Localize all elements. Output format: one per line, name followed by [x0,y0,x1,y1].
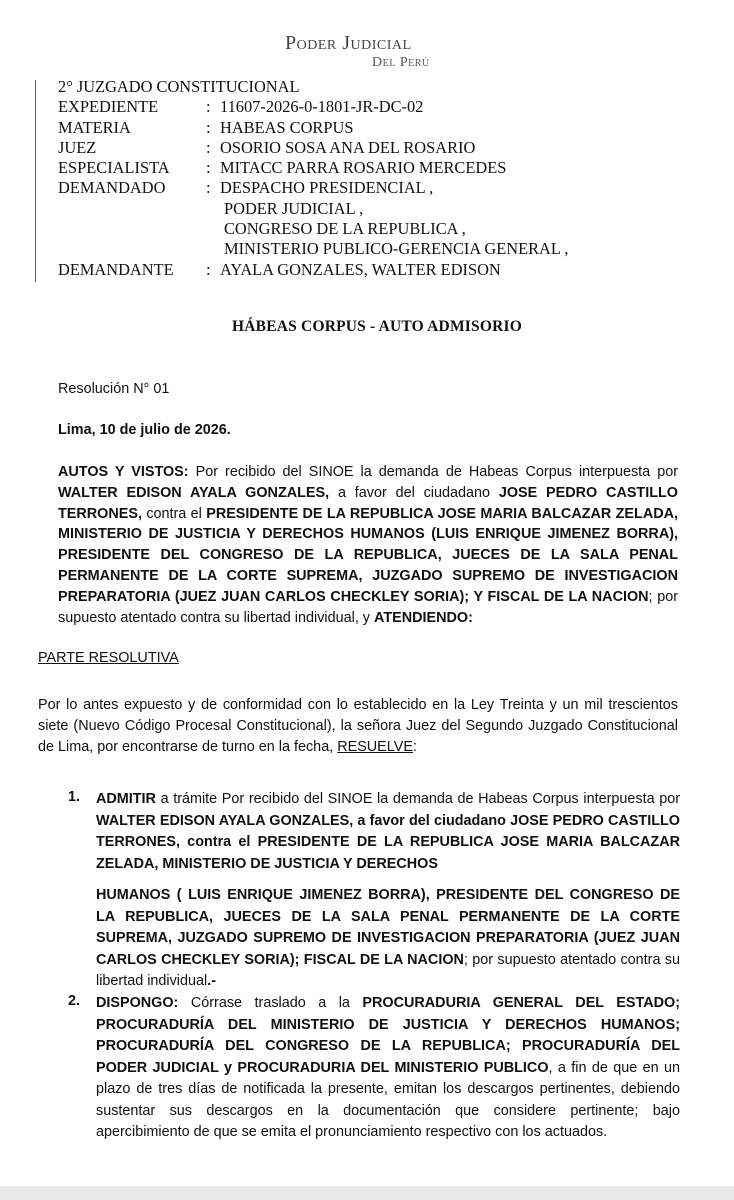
juez-label: JUEZ [58,137,97,157]
admitir-label: ADMITIR [96,791,156,807]
item-text-segment: a trámite Por recibido del SINOE la demanda de Habeas Corpus interpuesta por [155,791,680,807]
letterhead-subtitle: Del Perú [372,55,430,70]
item-text [96,993,680,1144]
demandante-value: AYALA GONZALES, WALTER EDISON [220,259,501,279]
materia-row [58,118,569,138]
case-header [58,77,569,280]
court-name: 2° JUZGADO CONSTITUCIONAL [58,77,300,96]
expediente-row [58,97,569,117]
parties-list: WALTER EDISON AYALA GONZALES, a favor del ciudadano JOSE PEDRO CASTILLO TERRONES, contra el PRESIDENTE DE LA REPUBLICA JOSE MARIA BALCAZAR ZELADA, MINISTERIO DE JUSTICIA Y DERECHOS [96,812,680,872]
autos-text: Por recibido del SINOE la demanda de Habeas Corpus interpuesta por [188,464,678,480]
demandante-row [58,260,569,280]
juez-row [58,138,569,158]
letterhead-title: Poder Judicial [285,32,412,54]
expediente-label: EXPEDIENTE [58,97,159,117]
separator: : [206,259,211,279]
resuelve-label: RESUELVE [337,739,413,755]
autos-text: ; por supuesto atentado contra su libertad individual [58,588,679,626]
separator: : [206,97,211,117]
title-text: HÁBEAS CORPUS - AUTO ADMISORIO [232,318,522,335]
autos-text: contra el [141,505,207,522]
item-end-mark: .- [207,973,216,989]
expediente-value: 11607-2026-0-1801-JR-DC-02 [220,97,424,117]
autos-text: , y [354,609,375,626]
margin-line [35,80,36,282]
place-date: Lima, 10 de julio de 2026. [58,422,231,438]
autos-paragraph [58,462,678,628]
item-text-segment: ; por supuesto atentado contra su libertad individual [96,951,680,989]
parties-list: HUMANOS ( LUIS ENRIQUE JIMENEZ BORRA), PRESIDENTE DEL CONGRESO DE LA REPUBLICA, JUECES DE LA SALA PENAL PERMANENTE DE LA CORTE SUPREMA, JUZGADO SUPREMO DE INVESTIGACION PREPARATORIA (JUEZ JUAN CARLOS CHECKLEY SORIA); FISCAL DE LA NACION [96,887,680,968]
parte-resolutiva-heading: PARTE RESOLUTIVA [38,650,179,666]
demandante-label: DEMANDANTE [58,259,174,279]
page-bottom-band [0,1186,734,1200]
demandado-value: MINISTERIO PUBLICO-GERENCIA GENERAL , [224,239,569,259]
autos-heading: AUTOS Y VISTOS: [58,464,189,480]
juez-value: OSORIO SOSA ANA DEL ROSARIO [220,137,476,157]
resolution-number: Resolución N° 01 [58,381,170,397]
beneficiary-name: JOSE PEDRO CASTILLO TERRONES, [58,484,678,522]
separator: : [206,178,211,198]
item-number: 1. [68,789,81,805]
defendants-list: PRESIDENTE DE LA REPUBLICA JOSE MARIA BALCAZAR ZELADA, MINISTERIO DE JUSTICIA Y DERECHOS HUMANOS (LUIS ENRIQUE JIMENEZ BORRA), PRESIDENTE DEL CONGRESO DE LA REPUBLICA, JUECES DE LA SALA PENAL PERMANENTE DE LA CORTE SUPREMA, JUZGADO SUPREMO DE INVESTIGACION PREPARATORIA (JUEZ JUAN CARLOS CHECKLEY SORIA); Y FISCAL DE LA NACION [58,505,678,605]
intro-text: : [412,739,417,755]
separator: : [206,117,211,137]
separator: : [206,158,211,178]
procuradurias-list: PROCURADURIA GENERAL DEL ESTADO; PROCURADURÍA DEL MINISTERIO DE JUSTICIA Y DERECHOS HUMANOS; PROCURADURÍA DEL CONGRESO DE LA REPUBLICA; PROCURADURÍA DEL PODER JUDICIAL y PROCURADURIA DEL MINISTERIO PUBLICO [96,995,681,1076]
plaintiff-name: WALTER EDISON AYALA GONZALES, [58,484,330,501]
autos-text: a favor del ciudadano [329,484,499,501]
item-text [96,789,680,993]
especialista-value: MITACC PARRA ROSARIO MERCEDES [220,158,507,178]
atendiendo-label: ATENDIENDO: [374,609,473,626]
intro-text: Por lo antes expuesto y de conformidad con lo establecido en la Ley Treinta y un mil trescientos siete (Nuevo Código Procesal Constitucional), la señora Juez del Segundo Juzgado Constitucional de Lima, por encontrarse de turno en la fecha, [38,697,678,755]
demandado-label: DEMANDADO [58,178,166,198]
item-text-segment: Córrase traslado a la [178,995,363,1011]
dispongo-label: DISPONGO: [96,995,179,1011]
item-number: 2. [68,993,81,1009]
materia-value: HABEAS CORPUS [220,117,354,137]
item-text-segment: , a fin de que en un plazo de tres días de notificada la presente, emitan los descargos pertinentes, debiendo sustentar sus descargos en la documentación que considere pertinente; bajo apercibimiento de que se emita el pronunciamiento respectivo con los actuados. [96,1059,680,1140]
demandado-value: PODER JUDICIAL , [224,198,364,218]
demandado-row [58,178,569,198]
resolutive-intro [38,695,678,758]
paragraph-gap [96,875,680,885]
separator: : [206,137,211,157]
especialista-label: ESPECIALISTA [58,158,170,178]
materia-label: MATERIA [58,117,131,137]
demandado-value: CONGRESO DE LA REPUBLICA , [224,219,466,239]
document-title [0,318,734,336]
demandado-value: DESPACHO PRESIDENCIAL , [220,178,434,198]
especialista-row [58,158,569,178]
